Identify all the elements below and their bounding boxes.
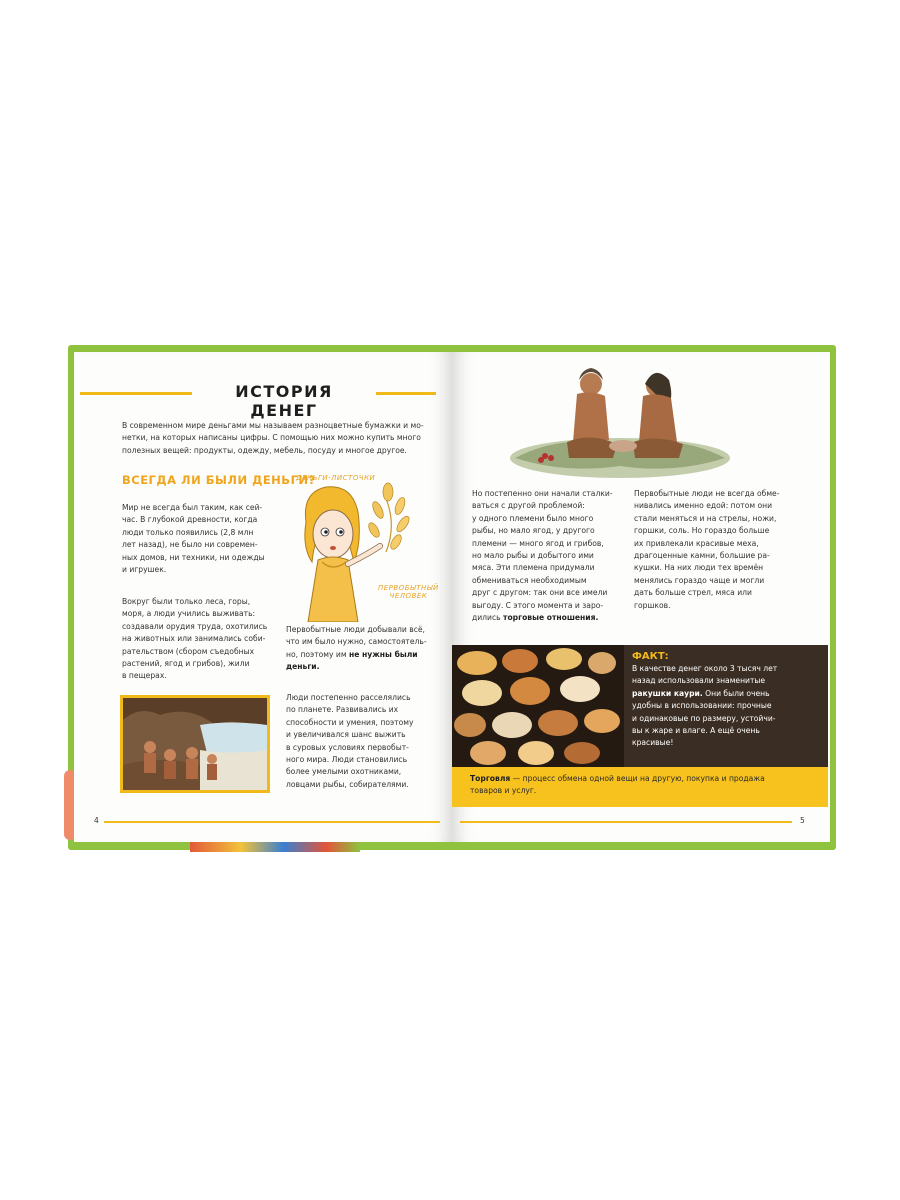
text-line: час. В глубокой древности, когда <box>122 515 258 525</box>
label-line: ПЕРВОБЫТНЫЙ <box>378 584 439 592</box>
text-line: нивались именно едой: потом они <box>634 501 773 511</box>
text-line: менялись гораздо чаще и могли <box>634 575 765 585</box>
text-line: Вокруг были только леса, горы, <box>122 597 251 606</box>
paragraph-goods <box>634 488 804 612</box>
text-line: Люди постепенно расселялись <box>286 693 411 702</box>
text-line: и игрушек. <box>122 565 167 575</box>
text-line: рыбы, но мало ягод, у другого <box>472 526 595 536</box>
text-line: но мало рыбы и добытого ими <box>472 551 594 561</box>
label-leaves: ДЕНЬГИ-ЛИСТОЧКИ <box>296 474 376 482</box>
footer-rule-right <box>460 821 792 823</box>
text-line: товаров и услуг. <box>470 786 537 796</box>
text-line: выгоду. С этого момента и заро- <box>472 600 604 610</box>
text-line: племени — много ягод и грибов, <box>472 538 604 548</box>
page-title: ИСТОРИЯ ДЕНЕГ <box>235 382 333 420</box>
text-line: В современном мире деньгами мы называем разноцветные бумажки и мо- <box>122 421 424 430</box>
text-line: мяса. Эти племена придумали <box>472 563 595 573</box>
paragraph-settlement <box>286 692 446 791</box>
fact-text <box>632 650 822 750</box>
page-number-right: 5 <box>800 816 805 825</box>
text-line: у одного племени было много <box>472 513 594 523</box>
text-line: ловцами рыбы, собирателями. <box>286 779 409 789</box>
text-line: создавали орудия труда, охотились <box>122 621 268 631</box>
text-line: их привлекали красивые меха, <box>634 538 759 548</box>
text-line: друг с другом: так они все имели <box>472 588 608 598</box>
text-line: горшков. <box>634 600 671 610</box>
text-line: и одинаковые по размеру, устойчи- <box>632 713 776 723</box>
text-line: способности и умения, поэтому <box>286 717 414 727</box>
title-rule-right <box>376 392 436 395</box>
paragraph-forests <box>122 596 282 683</box>
text-line: ных домов, ни техники, ни одежды <box>122 552 265 562</box>
cave-people-photo <box>120 695 270 793</box>
text-line: на животных или занимались соби- <box>122 634 266 644</box>
intro-paragraph <box>122 420 442 457</box>
text-line: более умелыми охотниками, <box>286 767 402 777</box>
text-line: В качестве денег около 3 тысяч лет <box>632 664 778 673</box>
text-line: удобны в использовании: прочные <box>632 701 772 711</box>
text-line: Но постепенно они начали сталки- <box>472 489 613 498</box>
definition-term: Торговля <box>470 774 511 783</box>
text-line: рательством (сбором съедобных <box>122 646 255 656</box>
text-line: Первобытные люди добывали всё, <box>286 625 425 634</box>
text-line: лет назад), не было ни современ- <box>122 540 258 550</box>
text-line: ваться с другой проблемой: <box>472 501 585 511</box>
label-primitive-person <box>378 584 439 600</box>
text-line: растений, ягод и грибов), жили <box>122 659 250 669</box>
text-line: в пещерах. <box>122 671 167 681</box>
text-line: дать больше стрел, мяса или <box>634 588 752 598</box>
text-line: Первобытные люди не всегда обме- <box>634 489 780 498</box>
bold-text: торговые отношения. <box>503 613 599 623</box>
text-line: моря, а люди учились выживать: <box>122 609 256 619</box>
text-line: по планете. Развивались их <box>286 705 399 715</box>
bold-text: деньги. <box>286 662 320 672</box>
text-line: горшки, соль. Но гораздо больше <box>634 526 770 536</box>
fact-title: ФАКТ: <box>632 651 669 662</box>
label-line: ЧЕЛОВЕК <box>389 592 428 600</box>
text-line: Мир не всегда был таким, как сей- <box>122 503 263 512</box>
section-heading: ВСЕГДА ЛИ БЫЛИ ДЕНЬГИ? <box>122 473 316 487</box>
bold-text: ракушки каури. <box>632 688 703 698</box>
text-line: вы к жаре и влаге. А ещё очень <box>632 726 760 736</box>
text-line: — процесс обмена одной вещи на другую, покупка и продажа <box>510 774 765 783</box>
paragraph-no-money <box>286 624 446 674</box>
bold-text: не нужны были <box>349 649 418 659</box>
text-line: в суровых условиях первобыт- <box>286 742 409 752</box>
cowrie-shells-photo <box>452 645 624 767</box>
text-line: кушки. На них люди тех времён <box>634 563 764 573</box>
text-line: назад использовали знаменитые <box>632 676 766 686</box>
text-line: красивые! <box>632 738 674 748</box>
text-line: и увеличивался шанс выжить <box>286 730 406 740</box>
text-line: стали меняться и на стрелы, ножи, <box>634 513 777 523</box>
text-line: нетки, на которых написаны цифры. С помощью них можно купить много <box>122 433 421 443</box>
title-rule-left <box>80 392 192 395</box>
paragraph-exchange <box>472 488 632 624</box>
text-line: обмениваться необходимым <box>472 575 587 585</box>
text-line: дились <box>472 613 501 623</box>
text-line: полезных вещей: продукты, одежду, мебель, посуду и многое другое. <box>122 445 407 455</box>
text-line: Они были очень <box>705 688 770 698</box>
text-line: люди только появились (2,8 млн <box>122 527 254 537</box>
footer-rule-left <box>104 821 440 823</box>
definition-text <box>470 773 820 798</box>
text-line: драгоценные камни, большие ра- <box>634 551 770 561</box>
text-line: ного мира. Люди становились <box>286 755 408 765</box>
page-number-left: 4 <box>94 816 99 825</box>
cavemen-trading-illustration <box>505 362 735 480</box>
text-line: что им было нужно, самостоятель- <box>286 637 427 647</box>
text-line: но, поэтому им <box>286 649 347 659</box>
paragraph-world <box>122 502 282 576</box>
